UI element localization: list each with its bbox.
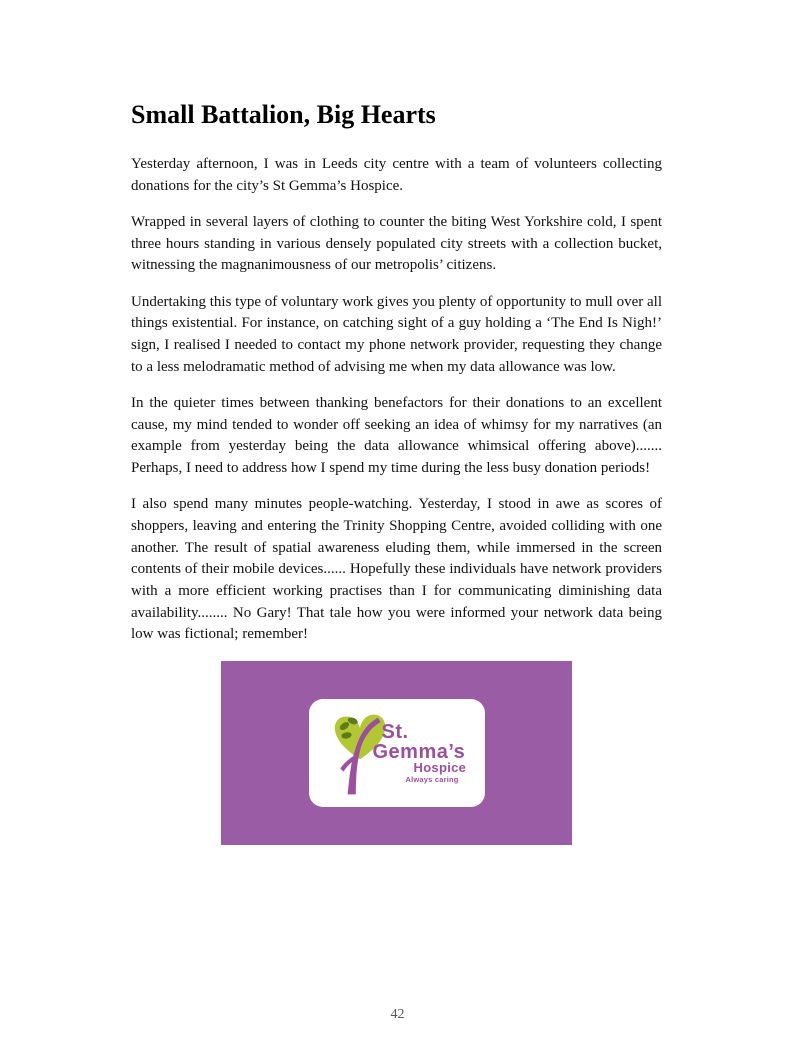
paragraph-2: Wrapped in several layers of clothing to counter the biting West Yorkshire cold, I spent three hours standing in various densely populated city streets with a collection bucket, witnessing the magnanimousness of our metropolis’ citizens. xyxy=(131,213,662,274)
logo-line-gemmas: Gemma’s xyxy=(372,740,466,763)
figure-container xyxy=(131,661,662,845)
paragraph-1: Yesterday afternoon, I was in Leeds city centre with a team of volunteers collecting donations for the city’s St Gemma’s Hospice. xyxy=(131,156,662,194)
text-column xyxy=(131,100,662,845)
logo-tagline: Always caring xyxy=(405,775,459,785)
page-number: 42 xyxy=(390,1007,405,1022)
paragraph-3: Undertaking this type of voluntary work gives you plenty of opportunity to mull over all things existential. For instance, on catching sight of a guy holding a ‘The End Is Nigh!’ sign, I realised I needed to contact my phone network provider, requesting they change to a less melodramatic method of advising me when my data allowance was low. xyxy=(131,293,662,375)
logo-line-hospice: Hospice xyxy=(413,759,467,775)
paragraph-5: I also spend many minutes people-watching. Yesterday, I stood in awe as scores of shoppers, leaving and entering the Trinity Shopping Centre, avoided colliding with one another. The result of spatial awareness eluding them, while immersed in the screen contents of their mobile devices...... Hopefully these individuals have network providers with a more efficient working practises than I for communicating diminishing data availability........ No Gary! That tale how you were informed your network data being low was fictional; remember! xyxy=(131,496,662,643)
paragraph-4: In the quieter times between thanking benefactors for their donations to an excellent cause, my mind tended to wonder off seeking an idea of whimsy for my narratives (an example from yesterday being the data allowance whimsical offering above)....... Perhaps, I need to address how I spend my time during the less busy donation periods! xyxy=(131,394,662,476)
page-title: Small Battalion, Big Hearts xyxy=(131,100,436,129)
hospice-logo-figure xyxy=(221,661,572,845)
logo-line-st: St. xyxy=(381,720,409,743)
logo-card xyxy=(309,699,485,807)
